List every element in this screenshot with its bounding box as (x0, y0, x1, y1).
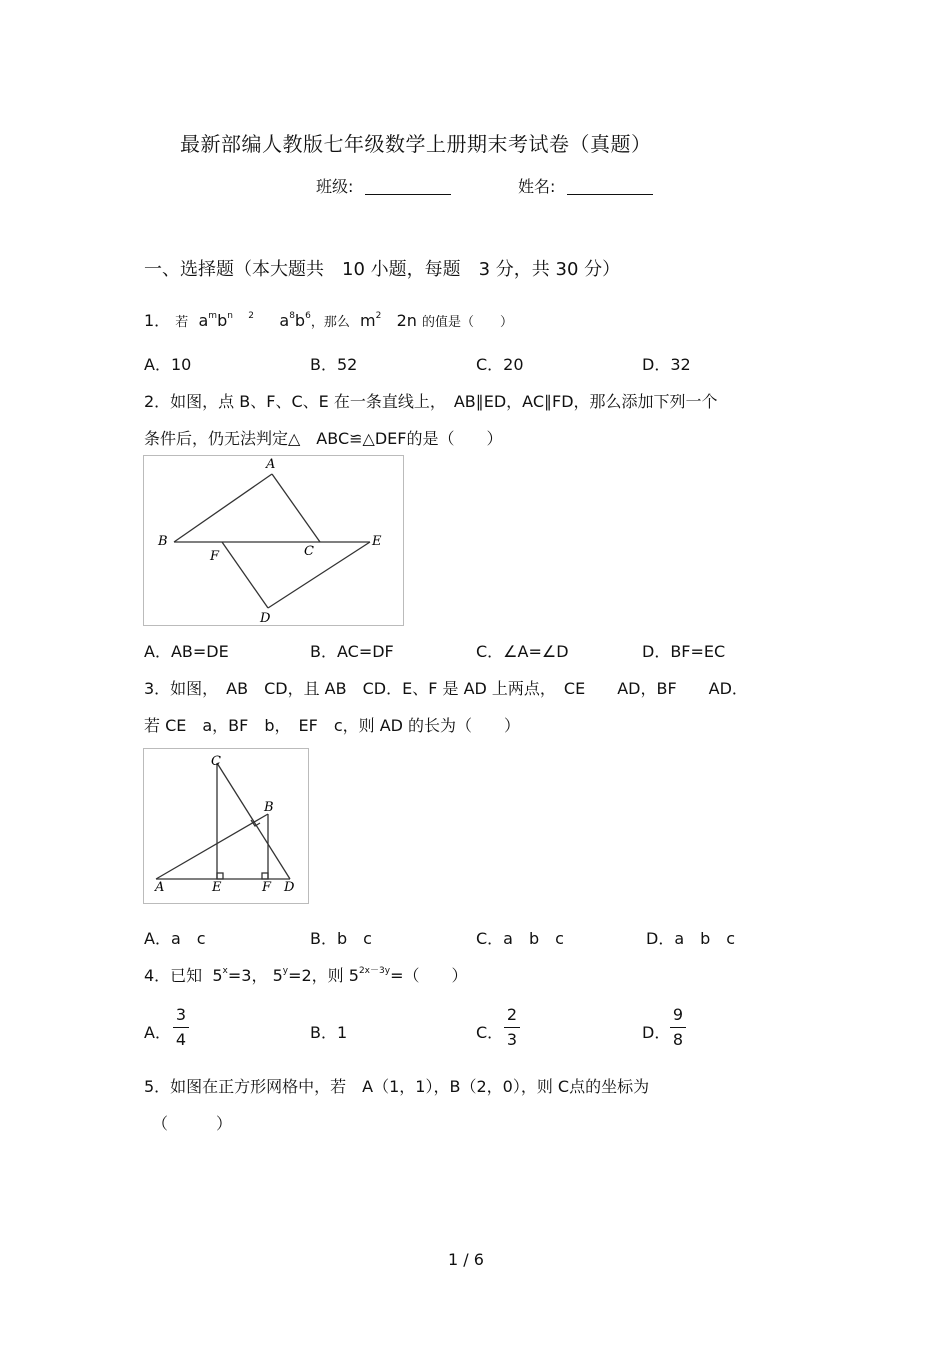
section-heading: 一、选择题（本大题共 10 小题，每题 3 分，共 30 分） (144, 259, 621, 280)
name-blank (567, 178, 653, 195)
q1-math: m (208, 311, 218, 321)
q2-diagram (144, 456, 403, 625)
q3-option-d[interactable]: D．a b c (646, 929, 736, 948)
label-c: C (304, 544, 314, 559)
q4-math: y (282, 966, 289, 976)
q1-math: a (279, 311, 290, 330)
label-c: C (211, 754, 221, 769)
fraction-numerator: 3 (175, 1005, 187, 1024)
q4-option-c-fraction (504, 1006, 520, 1049)
q1-math: n (227, 311, 233, 321)
q4-option-a-fraction (173, 1006, 189, 1049)
q1-text: ，那么 (310, 315, 350, 330)
q1-text: 的值是（ ） (422, 315, 514, 330)
q1-option-b[interactable]: B．52 (310, 355, 358, 374)
fraction-denominator: 4 (175, 1030, 187, 1049)
name-field (518, 174, 653, 197)
class-label: 班级: (316, 177, 354, 196)
q4-math: =（ ） (390, 966, 468, 985)
q5-stem-line2: （ ） (152, 1114, 233, 1133)
fraction-bar (670, 1027, 686, 1028)
q4-option-c[interactable]: C． (476, 1023, 504, 1042)
fraction-bar (504, 1027, 520, 1028)
q1-math: b (294, 311, 306, 330)
q3-stem-line2: 若 CE a，BF b， EF c，则 AD 的长为（ ） (144, 716, 521, 735)
q1-math: a (198, 311, 209, 330)
q4-option-d[interactable]: D． (642, 1023, 671, 1042)
label-a: A (155, 880, 165, 895)
q4-math: =2，则 (288, 966, 344, 985)
right-angle-f (262, 873, 268, 879)
class-field (316, 174, 451, 197)
label-b: B (264, 800, 274, 815)
fraction-bar (173, 1027, 189, 1028)
fraction-denominator: 3 (506, 1030, 518, 1049)
segment-fd (222, 542, 268, 608)
q3-option-c[interactable]: C．a b c (476, 929, 564, 948)
q3-diagram (144, 749, 308, 903)
segment-cd (217, 763, 290, 879)
page-number: 1 / 6 (448, 1250, 484, 1269)
q1-math: 8 (289, 311, 295, 321)
q2-stem-line2: 条件后，仍无法判定△ ABC≌△DEF的是（ ） (144, 429, 503, 448)
q4-option-d-fraction (670, 1006, 686, 1049)
page-title: 最新部编人教版七年级数学上册期末考试卷（真题） (180, 132, 652, 156)
fraction-denominator: 8 (672, 1030, 684, 1049)
q2-stem-line1: 2．如图，点 B、F、C、E 在一条直线上， AB∥ED，AC∥FD，那么添加下列一个 (144, 392, 718, 411)
q1-math: 2 (248, 311, 254, 321)
segment-ab (156, 814, 268, 879)
q2-option-a[interactable]: A．AB=DE (144, 642, 229, 661)
q1-option-d[interactable]: D．32 (642, 355, 691, 374)
label-f: F (262, 880, 272, 895)
segment-ac (272, 474, 320, 542)
class-blank (365, 178, 451, 195)
q3-option-b[interactable]: B．b c (310, 929, 372, 948)
q4-math: 2x－3y (358, 966, 391, 976)
q4-text: 4．已知 (144, 966, 203, 985)
q2-figure (143, 455, 404, 626)
q4-option-b[interactable]: B．1 (310, 1023, 348, 1042)
q1-math: 6 (305, 311, 311, 321)
segment-de (268, 542, 370, 608)
q2-option-c[interactable]: C．∠A=∠D (476, 642, 569, 661)
q4-math: 5 (272, 966, 283, 985)
q4-math: 5 (348, 966, 359, 985)
question-4 (144, 963, 467, 986)
segment-ab (174, 474, 272, 542)
q4-math: x (222, 966, 228, 976)
q4-math: =3， (227, 966, 268, 985)
q4-option-a[interactable]: A． (144, 1023, 171, 1042)
name-label: 姓名: (518, 177, 556, 196)
fraction-numerator: 2 (506, 1005, 518, 1024)
label-a: A (266, 457, 276, 472)
label-e: E (372, 534, 382, 549)
q1-option-c[interactable]: C．20 (476, 355, 524, 374)
label-f: F (210, 549, 220, 564)
q2-option-d[interactable]: D．BF=EC (642, 642, 726, 661)
q3-figure (143, 748, 309, 904)
label-e: E (212, 880, 222, 895)
q1-math: 2n (396, 311, 417, 330)
q1-number: 1． (144, 311, 171, 330)
q1-math: 2 (375, 311, 382, 321)
question-1 (144, 308, 513, 331)
q1-math: b (217, 311, 228, 330)
q4-math: 5 (212, 966, 223, 985)
right-angle-e (217, 873, 223, 879)
fraction-numerator: 9 (672, 1005, 684, 1024)
q3-option-a[interactable]: A．a c (144, 929, 206, 948)
q1-math: m (360, 311, 376, 330)
label-d: D (260, 611, 271, 625)
q3-stem-line1: 3．如图， AB CD，且 AB CD．E、F 是 AD 上两点， CE AD，BF AD． (144, 679, 748, 698)
label-d: D (284, 880, 295, 895)
q2-option-b[interactable]: B．AC=DF (310, 642, 394, 661)
label-b: B (158, 534, 168, 549)
q1-option-a[interactable]: A．10 (144, 355, 192, 374)
q1-text: 若 (175, 315, 189, 330)
q5-stem-line1: 5．如图在正方形网格中，若 A（1，1），B（2，0），则 C点的坐标为 (144, 1077, 650, 1096)
